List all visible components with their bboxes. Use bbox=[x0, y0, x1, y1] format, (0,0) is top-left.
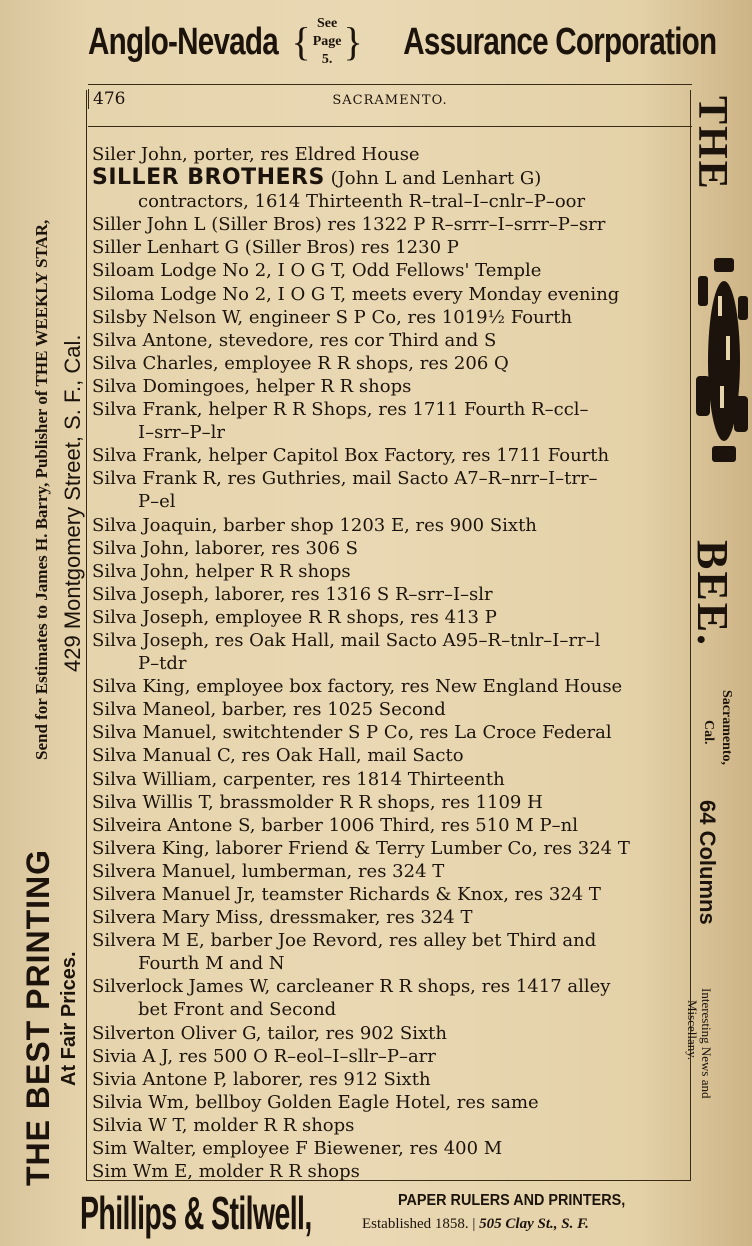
listing-text: Silva Frank, helper Capitol Box Factory, res 1711 Fourth bbox=[92, 445, 610, 467]
listing-text: Silvia Wm, bellboy Golden Eagle Hotel, res same bbox=[92, 1091, 539, 1113]
listing-entry bbox=[92, 213, 688, 236]
listing-entry bbox=[92, 721, 688, 744]
listing-entry bbox=[92, 1045, 688, 1068]
best-printing-text: THE BEST PRINTING bbox=[20, 848, 56, 1186]
listing-entry bbox=[92, 906, 688, 929]
directory-listings bbox=[92, 143, 688, 1183]
listing-entry bbox=[92, 560, 688, 583]
listing-entry bbox=[92, 283, 688, 306]
listing-entry bbox=[92, 883, 688, 906]
divider-glyph: | bbox=[472, 1216, 480, 1232]
listing-entry bbox=[92, 1091, 688, 1114]
listing-text: Silva Maneol, barber, res 1025 Second bbox=[92, 699, 446, 721]
listing-entry bbox=[92, 1022, 688, 1045]
header-divider bbox=[88, 126, 692, 127]
listing-text: Silverton Oliver G, tailor, res 902 Sixth bbox=[92, 1022, 447, 1044]
listing-text: Silva Joaquin, barber shop 1203 E, res 900 Sixth bbox=[92, 514, 537, 536]
listing-text: Silva Manuel, switchtender S P Co, res La Croce Federal bbox=[92, 722, 612, 744]
listing-text: Sim Wm E, molder R R shops bbox=[92, 1161, 360, 1183]
listing-entry bbox=[92, 583, 688, 606]
listing-entry bbox=[92, 744, 688, 767]
bee-miscellany-text: Miscellany. bbox=[685, 1000, 700, 1061]
listing-text: I–srr–P–lr bbox=[138, 422, 226, 444]
listing-continuation bbox=[92, 490, 688, 513]
page-number: 476 bbox=[88, 89, 125, 109]
printer-established-line bbox=[362, 1216, 589, 1233]
listing-text: Sim Walter, employee F Biewener, res 400 M bbox=[92, 1138, 503, 1160]
listing-text: (John L and Lenhart G) bbox=[324, 168, 542, 190]
bottom-advertisement bbox=[80, 1184, 700, 1240]
listing-text: Siller John L (Siller Bros) res 1322 P R–srrr–I–srrr–P–srr bbox=[92, 214, 606, 236]
listing-entry bbox=[92, 444, 688, 467]
listing-entry bbox=[92, 606, 688, 629]
listing-entry bbox=[92, 467, 688, 490]
page-header bbox=[88, 84, 692, 115]
listing-entry bbox=[92, 768, 688, 791]
listing-entry bbox=[92, 1137, 688, 1160]
listing-entry bbox=[92, 259, 688, 282]
listing-continuation bbox=[92, 952, 688, 975]
listing-entry bbox=[92, 929, 688, 952]
listing-text: Silva Joseph, employee R R shops, res 413 P bbox=[92, 606, 497, 628]
the-bee-title-bee: BEE. bbox=[688, 540, 737, 648]
listing-text: Silva Charles, employee R R shops, res 206 Q bbox=[92, 352, 509, 374]
listing-text: bet Front and Second bbox=[138, 999, 337, 1021]
listing-text: Silvera King, laborer Friend & Terry Lumber Co, res 324 T bbox=[92, 837, 630, 859]
printer-address-text: 429 Montgomery Street, S. F., Cal. bbox=[60, 334, 85, 672]
listing-text: Silva John, laborer, res 306 S bbox=[92, 537, 358, 559]
listing-text: Sivia Antone P, laborer, res 912 Sixth bbox=[92, 1068, 431, 1090]
listing-continuation bbox=[92, 998, 688, 1021]
banner-company-right: Assurance Corporation bbox=[402, 20, 716, 63]
listing-text: Siller Lenhart G (Siller Bros) res 1230 P bbox=[92, 237, 459, 259]
listing-continuation bbox=[92, 421, 688, 444]
bee-city-text: Sacramento, bbox=[719, 690, 734, 766]
listing-entry bbox=[92, 814, 688, 837]
estimates-text: Send for Estimates to James H. Barry, Publisher of THE WEEKLY STAR, bbox=[32, 219, 51, 760]
listing-entry bbox=[92, 791, 688, 814]
listing-text: Silva William, carpenter, res 1814 Thirteenth bbox=[92, 768, 505, 790]
fair-prices-text: At Fair Prices. bbox=[58, 951, 80, 1086]
listing-text: Silva Willis T, brassmolder R R shops, res 1109 H bbox=[92, 791, 543, 813]
listing-text: Siler John, porter, res Eldred House bbox=[92, 144, 420, 165]
listing-text: Silvera M E, barber Joe Revord, res alley bet Third and bbox=[92, 930, 597, 952]
firm-name: SILLER BROTHERS bbox=[92, 166, 325, 191]
listing-continuation bbox=[92, 652, 688, 675]
printer-firm-name: Phillips & Stilwell, bbox=[80, 1187, 312, 1239]
listing-text: Silva Antone, stevedore, res cor Third and S bbox=[92, 329, 497, 351]
listing-entry bbox=[92, 1068, 688, 1091]
bee-masthead-illustration-icon bbox=[694, 256, 750, 466]
listing-text: Silva Manual C, res Oak Hall, mail Sacto bbox=[92, 745, 464, 767]
the-bee-title-the: THE bbox=[689, 96, 735, 191]
page-ref-label: Page 5. bbox=[312, 34, 342, 67]
see-label: See bbox=[316, 16, 338, 31]
listing-text: Silsby Nelson W, engineer S P Co, res 1019½ Fourth bbox=[92, 306, 573, 328]
bee-columns-text: 64 Columns bbox=[695, 800, 720, 925]
bee-news-text: Interesting News and bbox=[699, 988, 714, 1099]
listing-text: Fourth M and N bbox=[138, 953, 285, 975]
listing-text: Silva Joseph, laborer, res 1316 S R–srr–I–slr bbox=[92, 583, 493, 605]
listing-text: P–el bbox=[138, 491, 176, 513]
listing-text: Silva Frank, helper R R Shops, res 1711 Fourth R–ccl– bbox=[92, 399, 589, 421]
listing-entry bbox=[92, 698, 688, 721]
listing-text: Sivia A J, res 500 O R–eol–I–sllr–P–arr bbox=[92, 1045, 436, 1067]
listing-entry bbox=[92, 514, 688, 537]
listing-text: P–tdr bbox=[138, 653, 187, 675]
listing-entry bbox=[92, 537, 688, 560]
bee-state-text: Cal. bbox=[701, 720, 716, 745]
printer-address: 505 Clay St., S. F. bbox=[479, 1216, 589, 1232]
right-brace-glyph: } bbox=[343, 19, 363, 64]
listing-entry bbox=[92, 975, 688, 998]
listing-continuation bbox=[92, 190, 688, 213]
listing-text: Siloma Lodge No 2, I O G T, meets every Monday evening bbox=[92, 283, 620, 305]
listing-entry bbox=[92, 306, 688, 329]
listing-entry bbox=[92, 837, 688, 860]
see-page-reference bbox=[291, 15, 362, 69]
left-brace-glyph: { bbox=[291, 19, 311, 64]
listing-text: Silva Frank R, res Guthries, mail Sacto A7–R–nrr–I–trr– bbox=[92, 468, 598, 490]
listing-entry bbox=[92, 166, 688, 190]
listing-text: Siloam Lodge No 2, I O G T, Odd Fellows' Temple bbox=[92, 260, 542, 282]
listing-entry bbox=[92, 675, 688, 698]
listing-entry bbox=[92, 398, 688, 421]
listing-text: Silva Joseph, res Oak Hall, mail Sacto A95–R–tnlr–I–rr–l bbox=[92, 629, 601, 651]
listing-entry bbox=[92, 352, 688, 375]
listing-text: Silvera Mary Miss, dressmaker, res 324 T bbox=[92, 907, 473, 929]
listing-entry bbox=[92, 236, 688, 259]
listing-entry bbox=[92, 629, 688, 652]
listing-entry bbox=[92, 1114, 688, 1137]
city-heading: SACRAMENTO. bbox=[332, 93, 448, 108]
banner-company-left: Anglo-Nevada bbox=[88, 20, 278, 63]
listing-text: Silva John, helper R R shops bbox=[92, 560, 351, 582]
listing-entry bbox=[92, 143, 688, 166]
listing-text: Silva Domingoes, helper R R shops bbox=[92, 375, 412, 397]
listing-text: Silveira Antone S, barber 1006 Third, res 510 M P–nl bbox=[92, 814, 578, 836]
listing-entry bbox=[92, 375, 688, 398]
listing-text: contractors, 1614 Thirteenth R–tral–I–cnlr–P–oor bbox=[138, 191, 586, 213]
listing-text: Silvera Manuel, lumberman, res 324 T bbox=[92, 860, 445, 882]
column-rule-left bbox=[86, 90, 87, 1180]
listing-text: Silva King, employee box factory, res New England House bbox=[92, 676, 623, 698]
listing-text: Silvia W T, molder R R shops bbox=[92, 1114, 355, 1136]
listing-entry bbox=[92, 860, 688, 883]
listing-text: Silverlock James W, carcleaner R R shops, res 1417 alley bbox=[92, 976, 611, 998]
listing-text: Silvera Manuel Jr, teamster Richards & Knox, res 324 T bbox=[92, 884, 601, 905]
listing-entry bbox=[92, 329, 688, 352]
listing-entry bbox=[92, 1160, 688, 1183]
printer-trade-text: PAPER RULERS AND PRINTERS, bbox=[398, 1192, 626, 1209]
top-advertisement bbox=[88, 14, 716, 70]
established-text: Established 1858. bbox=[362, 1216, 469, 1232]
